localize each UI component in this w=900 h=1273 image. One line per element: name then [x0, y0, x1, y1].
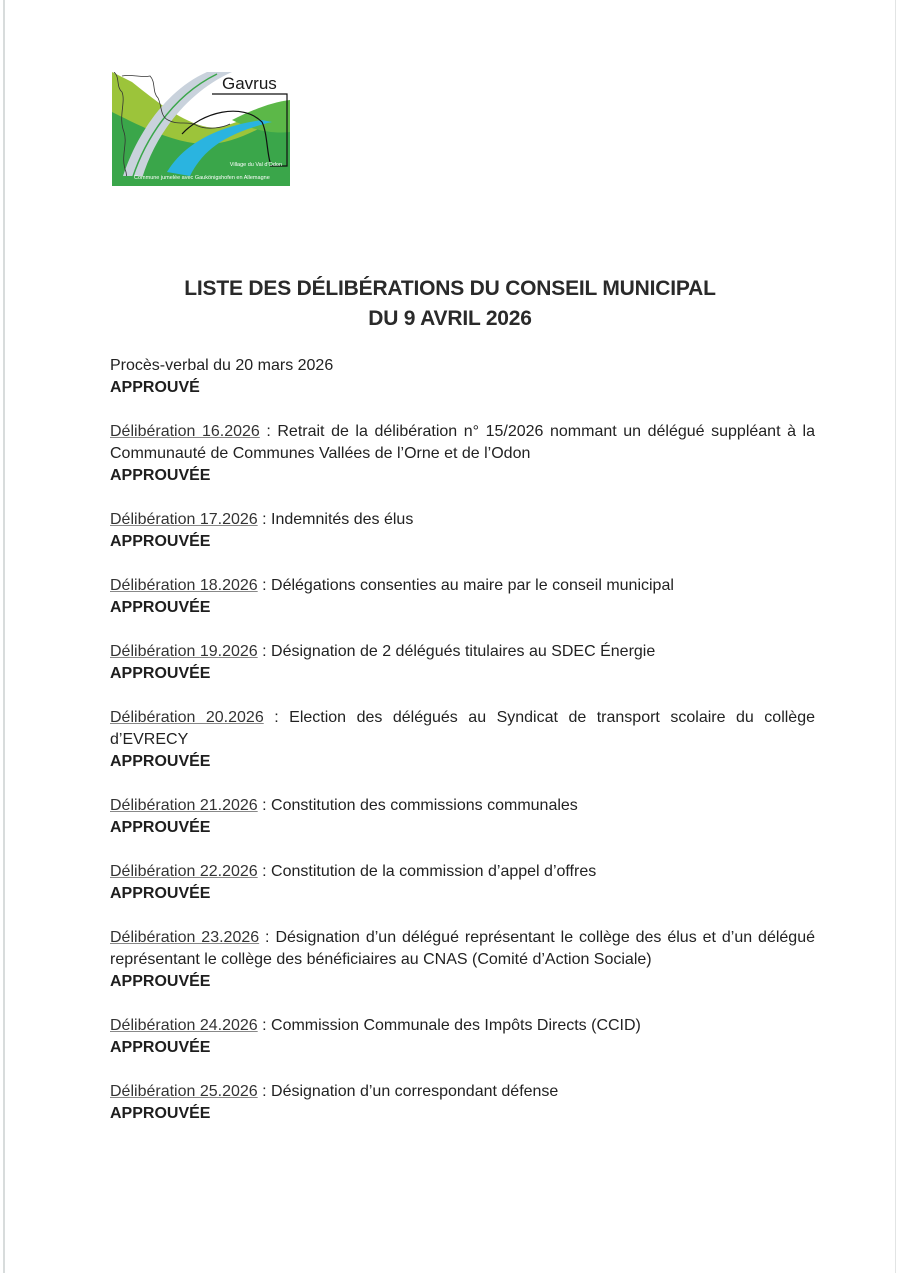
deliberation-ref: Délibération 23.2026 — [110, 929, 260, 946]
logo-title: Gavrus — [222, 74, 277, 93]
logo-subtitle-village: Village du Val d'Odon — [229, 162, 282, 168]
separator: : — [263, 709, 290, 726]
status-label: APPROUVÉE — [110, 1039, 211, 1056]
deliberation-entry — [110, 927, 815, 993]
deliberation-subject: Indemnités des élus — [271, 511, 414, 528]
deliberation-subject: Désignation de 2 délégués titulaires au SDEC Énergie — [271, 643, 656, 660]
deliberation-entry — [110, 795, 815, 839]
proces-verbal-entry — [110, 355, 815, 399]
deliberation-entry — [110, 1015, 815, 1059]
scan-edge-left — [3, 0, 5, 1273]
status-label: APPROUVÉE — [110, 819, 211, 836]
status-label: APPROUVÉE — [110, 885, 211, 902]
deliberation-subject: Délégations consenties au maire par le conseil municipal — [271, 577, 674, 594]
status-label: APPROUVÉE — [110, 753, 211, 770]
deliberation-ref: Délibération 18.2026 — [110, 577, 258, 594]
deliberations-list — [110, 355, 815, 1147]
deliberation-ref: Délibération 22.2026 — [110, 863, 258, 880]
deliberation-subject: Constitution de la commission d’appel d’offres — [271, 863, 597, 880]
status-label: APPROUVÉ — [110, 379, 200, 396]
deliberation-subject: Election des délégués au Syndicat de transport scolaire du collège d’EVRECY — [110, 709, 815, 748]
proces-verbal-text: Procès-verbal du 20 mars 2026 — [110, 357, 334, 374]
deliberation-ref: Délibération 19.2026 — [110, 643, 258, 660]
separator: : — [257, 863, 272, 880]
deliberation-subject: Retrait de la délibération n° 15/2026 nommant un délégué suppléant à la Communauté de Communes Vallées de l’Orne et de l’Odon — [110, 423, 816, 462]
document-title — [0, 274, 900, 334]
status-label: APPROUVÉE — [110, 973, 211, 990]
deliberation-entry — [110, 861, 815, 905]
title-line-2: DU 9 AVRIL 2026 — [368, 307, 532, 330]
deliberation-ref: Délibération 17.2026 — [110, 511, 258, 528]
deliberation-entry — [110, 421, 815, 487]
deliberation-entry — [110, 641, 815, 685]
separator: : — [259, 929, 276, 946]
status-label: APPROUVÉE — [110, 467, 211, 484]
title-line-1: LISTE DES DÉLIBÉRATIONS DU CONSEIL MUNICIPAL — [184, 277, 716, 300]
separator: : — [257, 797, 272, 814]
deliberation-subject: Constitution des commissions communales — [271, 797, 578, 814]
deliberation-ref: Délibération 24.2026 — [110, 1017, 258, 1034]
status-label: APPROUVÉE — [110, 1105, 211, 1122]
deliberation-ref: Délibération 21.2026 — [110, 797, 258, 814]
deliberation-subject: Désignation d’un correspondant défense — [271, 1083, 559, 1100]
deliberation-entry — [110, 575, 815, 619]
gavrus-logo — [112, 72, 290, 186]
deliberation-entry — [110, 707, 815, 773]
separator: : — [257, 1017, 272, 1034]
deliberation-ref: Délibération 20.2026 — [110, 709, 264, 726]
separator: : — [259, 423, 278, 440]
separator: : — [257, 1083, 272, 1100]
separator: : — [257, 577, 272, 594]
status-label: APPROUVÉE — [110, 533, 211, 550]
scan-edge-right — [895, 0, 896, 1273]
separator: : — [257, 511, 272, 528]
deliberation-entry — [110, 509, 815, 553]
deliberation-subject: Désignation d’un délégué représentant le collège des élus et d’un délégué représentant le collège des bénéficiaires au CNAS (Comité d’Action Sociale) — [110, 929, 816, 968]
status-label: APPROUVÉE — [110, 665, 211, 682]
separator: : — [257, 643, 272, 660]
deliberation-ref: Délibération 16.2026 — [110, 423, 260, 440]
deliberation-entry — [110, 1081, 815, 1125]
deliberation-ref: Délibération 25.2026 — [110, 1083, 258, 1100]
status-label: APPROUVÉE — [110, 599, 211, 616]
logo-subtitle-twinning: Commune jumelée avec Gaukönigshofen en Allemagne — [134, 175, 270, 181]
deliberation-subject: Commission Communale des Impôts Directs (CCID) — [271, 1017, 641, 1034]
